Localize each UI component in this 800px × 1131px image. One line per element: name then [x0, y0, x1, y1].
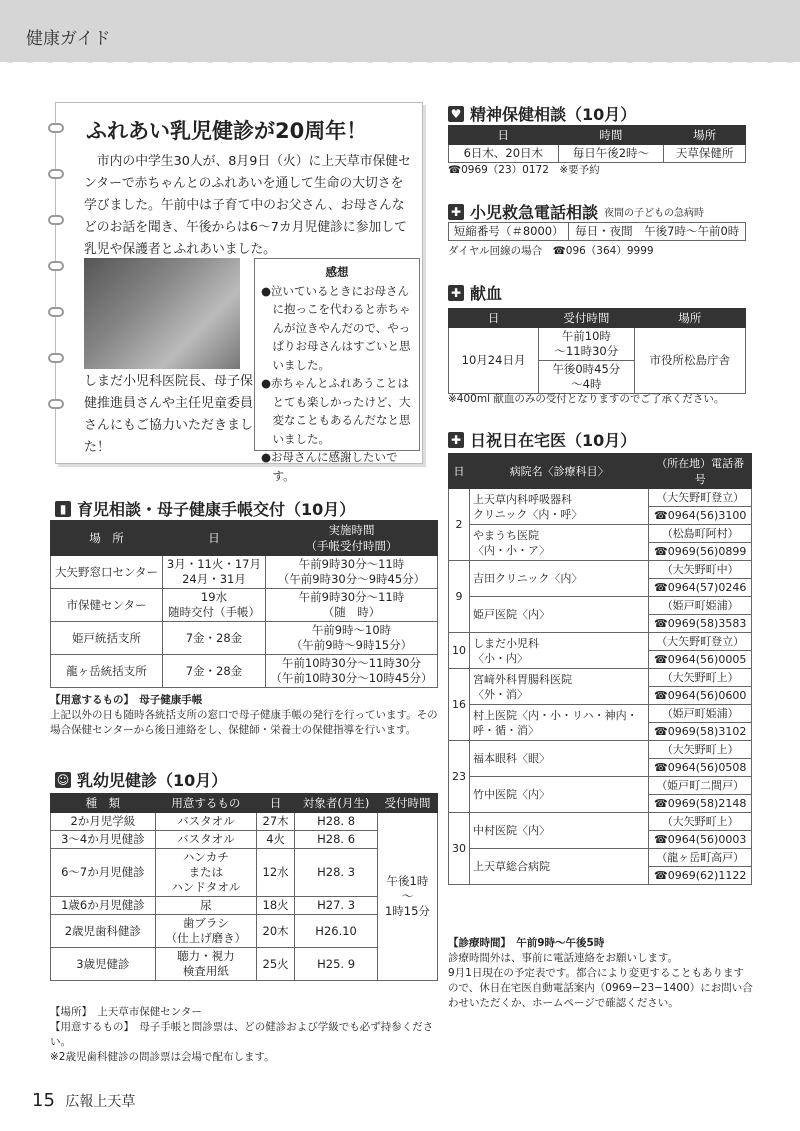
- ikuji-heading: ▮ 育児相談・母子健康手帳交付（10月）: [55, 497, 355, 520]
- table-row: 23 福本眼科〈眼〉 （大矢野町上）: [449, 741, 752, 759]
- nyuyoji-table: 種 類 用意するもの 日 対象者(月生) 受付時間 2か月児学級 バスタオル 27木 H28. 8 午後1時 〜 1時15分 3〜4か月児健診 バスタオル 4火 H28. 6 6〜7か月児健診 ハンカチ または ハンドタオル 12水 H28. 3 1歳6か月児健診 尿 18火 H27. 3 2歳児歯科健診 歯ブラシ （仕上げ磨き） 20木 H26.10 3歳児健診 聴力・視力 検査用紙 25火 H25. 9: [50, 793, 438, 981]
- impression-item: ●泣いているときにお母さんに抱っこを代わると赤ちゃんが泣きやんだので、やっぱりお母さんはすごいと思いました。: [261, 283, 411, 372]
- table-row: 2歳児歯科健診 歯ブラシ （仕上げ磨き） 20木 H26.10: [51, 915, 438, 948]
- table-row: 3〜4か月児健診 バスタオル 4火 H28. 6: [51, 831, 438, 849]
- cross-icon: ✚: [448, 432, 464, 448]
- table-row: 村上医院〈内・小・リハ・神内・呼・循・消〉 （姫戸町姫浦）: [449, 705, 752, 723]
- page-header: [0, 0, 800, 62]
- header-title: 健康ガイド: [26, 29, 111, 49]
- impressions-box: [254, 258, 420, 483]
- impressions-title: 感想: [325, 265, 349, 279]
- table-row: 2 上天草内科呼吸器科 クリニック〈内・呼〉 （大矢野町登立）: [449, 489, 752, 507]
- story-card: [55, 102, 423, 483]
- story-tail: しまだ小児科医院長、母子保健推進員さんや主任児童委員さんにもご協力いただきました！: [84, 374, 254, 455]
- table-row: 6〜7か月児健診 ハンカチ または ハンドタオル 12水 H28. 3: [51, 849, 438, 897]
- publication-name: 広報上天草: [65, 1094, 136, 1110]
- smiley-icon: ☺: [56, 772, 70, 787]
- ikuji-table: 場 所 日 実施時間 （手帳受付時間） 大矢野窓口センター 3月・11火・17月 24月・31月 午前9時30分〜11時 （午前9時30分〜9時45分） 市保健センター 19水 随時交付（手帳） 午前9時30分〜11時 （随 時） 姫戸統括支所 7金・28金 午前9時〜10時 （午前9時〜9時15分） 龍ヶ岳統括支所 7金・28金 午前10時30分〜11時30分 （午前10時30分〜10時45分）: [50, 520, 438, 688]
- page-footer: [32, 1090, 135, 1111]
- kyukyu-table: 短縮番号（＃8000） 毎日・夜間 午後7時〜午前0時: [448, 222, 746, 241]
- zaitaku-heading: ✚ 日祝日在宅医（10月）: [448, 428, 636, 451]
- table-row: やまうち医院 〈内・小・ア〉 （松島町阿村）: [449, 525, 752, 543]
- kyukyu-note: ダイヤル回線の場合 ☎096（364）9999: [448, 245, 654, 257]
- heart-icon: ♥: [448, 106, 464, 122]
- binder-rings: [48, 123, 64, 445]
- table-row: 30 中村医院〈内〉 （大矢野町上）: [449, 813, 752, 831]
- seishin-note: ☎0969（23）0172 ※要予約: [448, 164, 600, 176]
- story-title: ふれあい乳児健診が20周年！: [86, 119, 368, 143]
- table-row: 市保健センター 19水 随時交付（手帳） 午前9時30分〜11時 （随 時）: [51, 589, 438, 622]
- table-row: 竹中医院〈内〉 （姫戸町二間戸）: [449, 777, 752, 795]
- table-row: 16 宮﨑外科胃腸科医院 〈外・消〉 （大矢野町上）: [449, 669, 752, 687]
- page-number: 15: [32, 1090, 55, 1111]
- zaitaku-table: 日 病院名〈診療科目〉 （所在地）電話番号 2 上天草内科呼吸器科 クリニック〈内・呼〉 （大矢野町登立） ☎0964(56)3100 やまうち医院 〈内・小・ア〉 （松島町阿村） ☎0969(56)0899 9 吉田クリニック〈内〉 （大矢野町中） ☎0964(57)0246 姫戸医院〈内〉 （姫戸町姫浦） ☎0969(58)3583 10 しまだ小児科 〈小・内〉 （大矢野町登立） ☎0964(56)0005 16 宮﨑外科胃腸科医院 〈外・消〉 （大矢野町上） ☎0964(56)0600 村上医院〈内・小・リハ・神内・呼・循・消〉 （姫戸町姫浦） ☎0969(58)3102 23 福本眼科〈眼〉 （大矢野町上） ☎0964(56)0508 竹中医院〈内〉 （姫戸町二間戸） ☎0969(58)2148 30 中村医院〈内〉 （大矢野町上） ☎0964(56)0003 上天草総合病院 （龍ヶ岳町高戸） ☎0969(62)1122: [448, 453, 752, 885]
- table-row: 2か月児学級 バスタオル 27木 H28. 8 午後1時 〜 1時15分: [51, 813, 438, 831]
- wave-divider: [0, 56, 800, 70]
- cross-icon: ✚: [448, 204, 464, 220]
- story-body: 市内の中学生30人が、8月9日（火）に上天草市保健センターで赤ちゃんとのふれあいを通して生命の大切さを学びました。午前中は子育て中のお父さん、お母さんなどのお話を聞き、午後からは6〜7カ月児健診に参加して乳児や保護者とふれあいました。: [84, 154, 411, 257]
- table-row: 大矢野窓口センター 3月・11火・17月 24月・31月 午前9時30分〜11時 （午前9時30分〜9時45分）: [51, 556, 438, 589]
- impression-item: ●赤ちゃんとふれあうことはとても楽しかったけど、大変なこともあるんだなと思いました。: [261, 376, 411, 446]
- kenketsu-heading: ✚ 献血: [448, 281, 502, 304]
- ikuji-notes: 【用意するもの】 母子健康手帳 上記以外の日も随時各統括支所の窓口で母子健康手帳の発行を行っています。その場合保健センターから後日連絡をし、保健師・栄養士の保健指導を行います。: [50, 694, 438, 736]
- cross-icon: ✚: [448, 285, 464, 301]
- table-row: 10 しまだ小児科 〈小・内〉 （大矢野町登立）: [449, 633, 752, 651]
- table-row: 1歳6か月児健診 尿 18火 H27. 3: [51, 897, 438, 915]
- zaitaku-notes: 【診療時間】 午前9時〜午後5時 診療時間外は、事前に電話連絡をお願いします。 9月1日現在の予定表です。都合により変更することもありますので、休日在宅医自動電話案内（0969−23−1400）にお問い合わせいただくか、ホームページで確認ください。: [448, 937, 753, 1009]
- kenketsu-table: 日 受付時間 場所 10月24日月 午前10時 〜11時30分 市役所松島庁舎 午後0時45分 〜4時: [448, 308, 746, 394]
- table-row: 3歳児健診 聴力・視力 検査用紙 25火 H25. 9: [51, 948, 438, 981]
- kyukyu-heading: ✚ 小児救急電話相談 夜間の子どもの急病時: [448, 200, 704, 223]
- seishin-table: 日 時間 場所 6日木、20日木 毎日午後2時〜 天草保健所: [448, 125, 746, 163]
- table-row: 姫戸統括支所 7金・28金 午前9時〜10時 （午前9時〜9時15分）: [51, 622, 438, 655]
- table-row: 姫戸医院〈内〉 （姫戸町姫浦）: [449, 597, 752, 615]
- nyuyoji-notes: 【場所】 上天草市保健センター 【用意するもの】 母子手帳と問診票は、どの健診および学級でも必ず持参ください。 ※2歳児歯科健診の問診票は会場で配布します。: [50, 1006, 434, 1063]
- baby-bottle-icon: ▮: [55, 501, 71, 517]
- table-row: 9 吉田クリニック〈内〉 （大矢野町中）: [449, 561, 752, 579]
- seishin-heading: ♥ 精神保健相談（10月）: [448, 102, 636, 125]
- kenketsu-note: ※400ml 献血のみの受付となりますのでご了承ください。: [448, 393, 725, 405]
- impression-item: ●お母さんに感謝したいです。: [261, 450, 398, 483]
- table-row: 上天草総合病院 （龍ヶ岳町高戸）: [449, 849, 752, 867]
- nyuyoji-heading: ☺ 乳幼児健診（10月）: [56, 771, 228, 790]
- story-photo: [84, 258, 240, 369]
- table-row: 龍ヶ岳統括支所 7金・28金 午前10時30分〜11時30分 （午前10時30分〜10時45分）: [51, 655, 438, 688]
